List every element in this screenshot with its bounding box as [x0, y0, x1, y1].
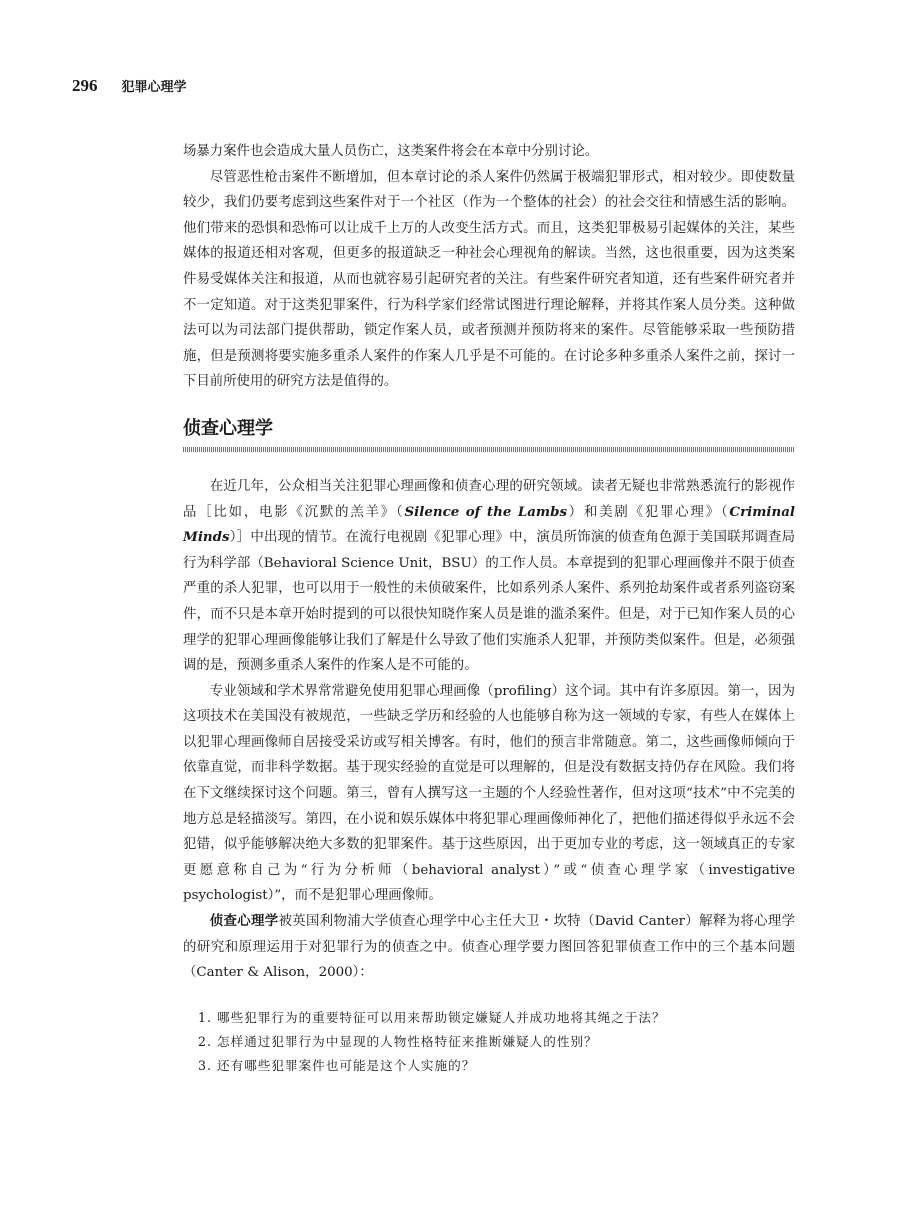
paragraph-profiling-interest — [183, 474, 795, 679]
series-title-italic: Criminal Minds — [183, 503, 795, 546]
running-head — [72, 76, 187, 96]
list-item: 1. 哪些犯罪行为的重要特征可以用来帮助锁定嫌疑人并成功地将其绳之于法？ — [198, 1009, 666, 1025]
film-title-italic: Silence of the Lambs — [404, 503, 567, 520]
page-number: 296 — [72, 76, 98, 95]
paragraph-text: ）］中出现的情节。在流行电视剧《犯罪心理》中，演员所饰演的侦查角色源于美国联邦调查局行为科学部（Behavioral Science Unit，BSU）的工作人员。本章提到的犯罪心理画像并不限于侦查严重的杀人犯罪，也可以用于一般性的未侦破案件，比如系列杀人案件、系列抢劫案件或者系列盗窃案件，而不只是本章开始时提到的可以很快知晓作案人员是谁的滥杀案件。但是，对于已知作案人员的心理学的犯罪心理画像能够让我们了解是什么导致了他们实施杀人犯罪，并预防类似案件。但是，必须强调的是，预测多重杀人案件的作案人是不可能的。 — [183, 530, 795, 674]
section-heading: 侦查心理学 — [183, 417, 273, 439]
page-content — [183, 139, 795, 1078]
book-title: 犯罪心理学 — [121, 80, 187, 95]
list-item: 2. 怎样通过犯罪行为中显现的人物性格特征来推断嫌疑人的性别？ — [198, 1033, 598, 1049]
paragraph-continued: 场暴力案件也会造成大量人员伤亡，这类案件将会在本章中分别讨论。 — [183, 144, 599, 159]
heading-rule — [183, 447, 795, 452]
paragraph-text: 在近几年，公众相当关注犯罪心理画像和侦查心理的研究领域。读者无疑也非常熟悉流行的影视作品［比如，电影《沉默的羔羊》（ — [183, 478, 795, 520]
paragraph-avoid-profiling: 专业领域和学术界常常避免使用犯罪心理画像（profiling）这个词。其中有许多原因。第一，因为这项技术在美国没有被规范，一些缺乏学历和经验的人也能够自称为这一领域的专家，有些人在媒体上以犯罪心理画像师自居接受采访或写相关博客。有时，他们的预言非常随意。第二，这些画像师倾向于依靠直觉，而非科学数据。基于现实经验的直觉是可以理解的，但是没有数据支持仍存在风险。我们将在下文继续探讨这个问题。第三，曾有人撰写这一主题的个人经验性著作，但对这项“技术”中不完美的地方总是轻描淡写。第四，在小说和娱乐媒体中将犯罪心理画像师神化了，把他们描述得似乎永远不会犯错，似乎能够解决绝大多数的犯罪案件。基于这些原因，出于更加专业的考虑，这一领域真正的专家更愿意称自己为“行为分析师（behavioral analyst）”或“侦查心理学家（investigative psychologist）”，而不是犯罪心理画像师。 — [183, 683, 795, 904]
question-list — [198, 1006, 795, 1078]
paragraph-text: 被英国利物浦大学侦查心理学中心主任大卫・坎特（David Canter）解释为将心理学的研究和原理运用于对犯罪行为的侦查之中。侦查心理学要力图回答犯罪侦查工作中的三个基本问题（Canter & Alison，2000）： — [183, 914, 796, 981]
paragraph-text: ）和美剧《犯罪心理》（ — [566, 504, 730, 520]
paragraph-rare-killings: 尽管恶性枪击案件不断增加，但本章讨论的杀人案件仍然属于极端犯罪形式，相对较少。即使数量较少，我们仍要考虑到这些案件对于一个社区（作为一个整体的社会）的社会交往和情感生活的影响。他们带来的恐惧和恐怖可以让成千上万的人改变生活方式。而且，这类犯罪极易引起媒体的关注，某些媒体的报道还相对客观，但更多的报道缺乏一种社会心理视角的解读。当然，这也很重要，因为这类案件易受媒体关注和报道，从而也就容易引起研究者的关注。有些案件研究者知道，还有些案件研究者并不一定知道。对于这类犯罪案件，行为科学家们经常试图进行理论解释，并将其作案人员分类。这种做法可以为司法部门提供帮助，锁定作案人员，或者预测并预防将来的案件。尽管能够采取一些预防措施，但是预测将要实施多重杀人案件的作案人几乎是不可能的。在讨论多种多重杀人案件之前，探讨一下目前所使用的研究方法是值得的。 — [183, 169, 795, 390]
key-term: 侦查心理学 — [209, 913, 279, 930]
paragraph-definition — [183, 909, 795, 986]
list-item: 3. 还有哪些犯罪案件也可能是这个人实施的？ — [198, 1057, 476, 1073]
